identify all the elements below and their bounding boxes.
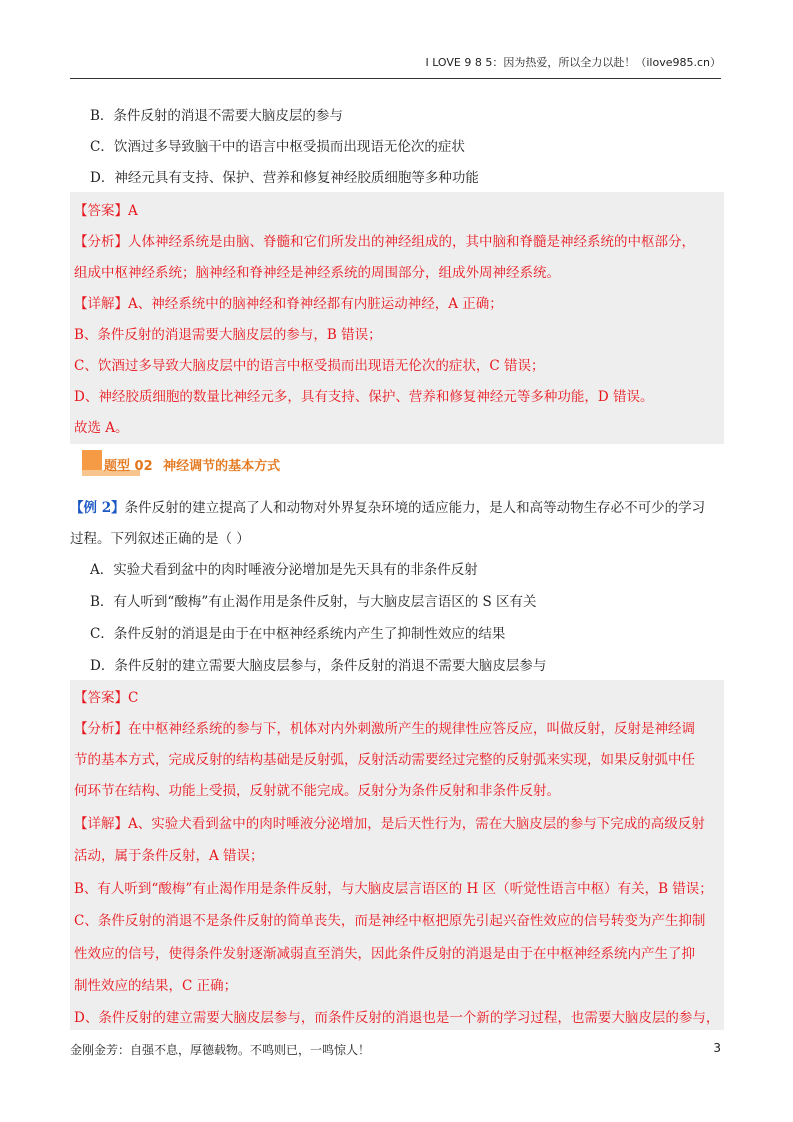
q2-answer-box bbox=[70, 680, 724, 1030]
q2-option-a: A．实验犬看到盆中的肉时唾液分泌增加是先天具有的非条件反射 bbox=[90, 562, 478, 578]
answer-line: 组成中枢神经系统；脑神经和脊神经是神经系统的周围部分，组成外周神经系统。 bbox=[74, 265, 560, 281]
footer-motto: 金刚金芳：自强不息，厚德载物。不鸣则已，一鸣惊人！ bbox=[70, 1043, 371, 1057]
answer-line: C、条件反射的消退不是条件反射的简单丧失，而是神经中枢把原先引起兴奋性效应的信号转变为产生抑制 bbox=[74, 913, 706, 929]
answer-line: 制性效应的结果，C 正确； bbox=[74, 978, 238, 994]
q2-option-d: D．条件反射的建立需要大脑皮层参与，条件反射的消退不需要大脑皮层参与 bbox=[90, 658, 547, 674]
section-title: 神经调节的基本方式 bbox=[163, 459, 281, 474]
answer-line: 【详解】A、实验犬看到盆中的肉时唾液分泌增加，是后天性行为，需在大脑皮层的参与下完成的高级反射 bbox=[74, 816, 705, 832]
q2-option-c: C．条件反射的消退是由于在中枢神经系统内产生了抑制性效应的结果 bbox=[90, 626, 506, 642]
section-prefix: 题型 bbox=[104, 459, 131, 474]
q2-stem-line-1 bbox=[70, 496, 705, 516]
q2-example-tag: 【例 2】 bbox=[70, 500, 125, 516]
q1-option-d: D．神经元具有支持、保护、营养和修复神经胶质细胞等多种功能 bbox=[90, 170, 479, 186]
q2-option-b: B．有人听到“酸梅”有止渴作用是条件反射，与大脑皮层言语区的 S 区有关 bbox=[90, 594, 537, 610]
page-header bbox=[70, 56, 721, 79]
q1-option-b: B．条件反射的消退不需要大脑皮层的参与 bbox=[90, 108, 343, 124]
section-label bbox=[104, 455, 280, 474]
answer-line: 【分析】在中枢神经系统的参与下，机体对内外刺激所产生的规律性应答反应，叫做反射，反射是神经调 bbox=[74, 721, 695, 737]
page-number: 3 bbox=[713, 1041, 721, 1055]
page-footer bbox=[70, 1041, 721, 1058]
q2-stem-text: 条件反射的建立提高了人和动物对外界复杂环境的适应能力，是人和高等动物生存必不可少的学习 bbox=[124, 500, 706, 516]
answer-line: 活动，属于条件反射，A 错误； bbox=[74, 848, 264, 864]
answer-line: B、有人听到“酸梅”有止渴作用是条件反射，与大脑皮层言语区的 H 区（听觉性语言中枢）有关，B 错误； bbox=[74, 881, 713, 897]
q2-stem-line-2: 过程。下列叙述正确的是（ ） bbox=[70, 531, 250, 547]
answer-line: 性效应的信号，使得条件发射逐渐减弱直至消失，因此条件反射的消退是由于在中枢神经系统内产生了抑 bbox=[74, 946, 695, 962]
answer-line: 【详解】A、神经系统中的脑神经和脊神经都有内脏运动神经，A 正确； bbox=[74, 296, 503, 312]
answer-line: D、神经胶质细胞的数量比神经元多，具有支持、保护、营养和修复神经元等多种功能，D 错误。 bbox=[74, 389, 654, 405]
section-marker bbox=[82, 450, 102, 472]
section-number: 02 bbox=[134, 459, 153, 474]
answer-line: 何环节在结构、功能上受损，反射就不能完成。反射分为条件反射和非条件反射。 bbox=[74, 783, 560, 799]
answer-line: B、条件反射的消退需要大脑皮层的参与，B 错误； bbox=[74, 327, 382, 343]
q1-option-c: C．饮酒过多导致脑干中的语言中枢受损而出现语无伦次的症状 bbox=[90, 139, 465, 155]
q1-answer-box bbox=[70, 192, 724, 444]
answer-line: 节的基本方式，完成反射的结构基础是反射弧，反射活动需要经过完整的反射弧来实现，如果反射弧中任 bbox=[74, 752, 695, 768]
answer-line: C、饮酒过多导致大脑皮层中的语言中枢受损而出现语无伦次的症状，C 错误； bbox=[74, 358, 545, 374]
answer-line: 【答案】A bbox=[74, 203, 138, 219]
answer-line: D、条件反射的建立需要大脑皮层参与，而条件反射的消退也是一个新的学习过程，也需要大脑皮层的参与， bbox=[74, 1010, 720, 1026]
header-text: I LOVE 9 8 5：因为热爱，所以全力以赴！（ilove985.cn） bbox=[425, 56, 721, 69]
answer-line: 故选 A。 bbox=[74, 420, 129, 436]
answer-line: 【答案】C bbox=[74, 690, 139, 706]
answer-line: 【分析】人体神经系统是由脑、脊髓和它们所发出的神经组成的，其中脑和脊髓是神经系统的中枢部分， bbox=[74, 234, 695, 250]
